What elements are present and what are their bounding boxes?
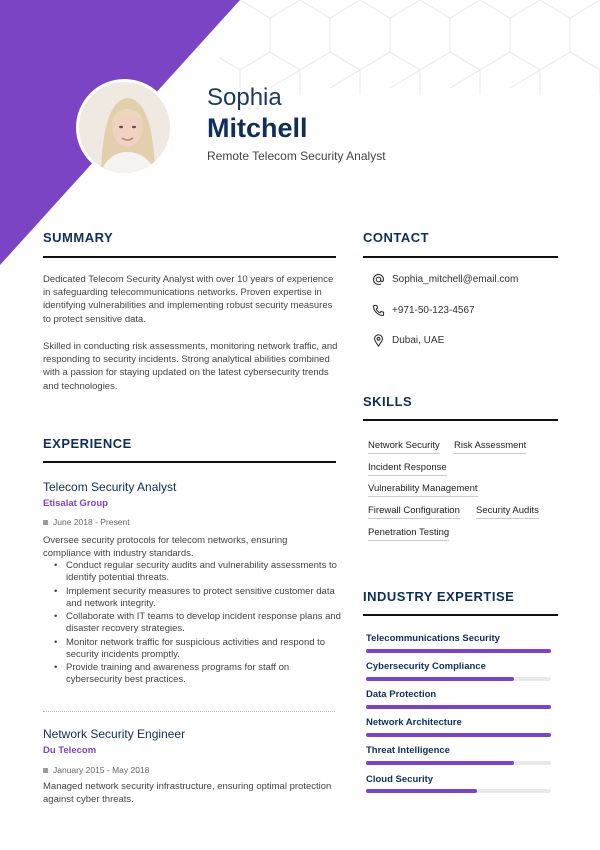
job-1-title: Telecom Security Analyst xyxy=(43,480,177,494)
expertise-bar xyxy=(366,789,551,793)
job-2-date-text: January 2015 - May 2018 xyxy=(53,765,150,775)
job-2-title: Network Security Engineer xyxy=(43,727,186,741)
job-1-company: Etisalat Group xyxy=(43,498,108,509)
expertise-divider xyxy=(363,614,558,616)
job-title: Remote Telecom Security Analyst xyxy=(207,149,386,163)
phone-text: +971-50-123-4567 xyxy=(392,305,475,316)
contact-email[interactable] xyxy=(372,273,518,286)
job-1-date xyxy=(43,517,130,527)
expertise-bar-fill xyxy=(366,761,514,765)
list-item: • Implement security measures to protect sensitive customer data and network integrity. xyxy=(66,586,341,610)
contact-location xyxy=(372,334,444,347)
job-1-bullets xyxy=(66,560,341,688)
expertise-label: Data Protection xyxy=(366,689,437,700)
expertise-bar-fill xyxy=(366,705,551,709)
expertise-bar xyxy=(366,649,551,653)
expertise-label: Cybersecurity Compliance xyxy=(366,661,486,672)
location-text: Dubai, UAE xyxy=(392,335,445,346)
skill-tag: Penetration Testing xyxy=(368,527,449,541)
summary-divider xyxy=(43,256,336,258)
first-name: Sophia xyxy=(207,84,282,111)
skill-tag: Vulnerability Management xyxy=(368,483,478,497)
job-2-date xyxy=(43,765,149,775)
expertise-heading: INDUSTRY EXPERTISE xyxy=(363,589,515,604)
summary-paragraph-1: Dedicated Telecom Security Analyst with over 10 years of experience in safeguarding telecommunications networks. Proven expertise in identifying vulnerabilities and implementing robust security measures to protect sensitive data. xyxy=(43,274,334,325)
skill-tag: Security Audits xyxy=(476,505,539,519)
job-2-company: Du Telecom xyxy=(43,745,97,756)
contact-phone[interactable] xyxy=(372,304,475,317)
calendar-icon xyxy=(43,768,48,773)
summary-paragraph-2: Skilled in conducting risk assessments, monitoring network traffic, and responding to security incidents. Strong analytical abilities combined with a passion for staying updated on the latest cybersecurity trends and technologies. xyxy=(43,341,338,392)
list-item: • Conduct regular security audits and vulnerability assessments to identify potential threats. xyxy=(66,560,341,584)
expertise-bar-fill xyxy=(366,649,551,653)
expertise-bar xyxy=(366,677,551,681)
profile-photo xyxy=(76,79,173,176)
job-1-date-text: June 2018 - Present xyxy=(53,517,130,527)
experience-heading: EXPERIENCE xyxy=(43,436,132,451)
contact-divider xyxy=(363,256,558,258)
contact-heading: CONTACT xyxy=(363,230,430,245)
expertise-bar-fill xyxy=(366,733,551,737)
background-pattern xyxy=(220,0,600,95)
expertise-bar xyxy=(366,705,551,709)
expertise-label: Telecommunications Security xyxy=(366,633,500,644)
experience-divider xyxy=(43,461,336,463)
at-sign-icon xyxy=(372,273,385,286)
job-1-description: Oversee security protocols for telecom networks, ensuring compliance with industry standards. xyxy=(43,535,288,560)
job-separator xyxy=(43,711,335,712)
expertise-label: Cloud Security xyxy=(366,774,434,785)
job-2-description: Managed network security infrastructure, ensuring optimal protection against cyber threats. xyxy=(43,781,332,806)
list-item: • Monitor network traffic for suspicious activities and respond to security incidents promptly. xyxy=(66,637,341,661)
skills-heading: SKILLS xyxy=(363,394,413,409)
list-item: • Collaborate with IT teams to develop incident response plans and disaster recovery strategies. xyxy=(66,611,341,635)
expertise-bar-fill xyxy=(366,789,477,793)
skills-divider xyxy=(363,419,558,421)
expertise-bar xyxy=(366,761,551,765)
calendar-icon xyxy=(43,520,48,525)
skill-tag: Risk Assessment xyxy=(454,440,526,454)
email-text: Sophia_mitchell@email.com xyxy=(392,274,519,285)
last-name: Mitchell xyxy=(207,113,308,143)
skill-tag: Firewall Configuration xyxy=(368,505,460,519)
expertise-label: Threat Intelligence xyxy=(366,745,450,756)
summary-heading: SUMMARY xyxy=(43,230,114,245)
phone-icon xyxy=(372,304,385,317)
list-item: • Provide training and awareness programs for staff on cybersecurity best practices. xyxy=(66,662,341,686)
expertise-label: Network Architecture xyxy=(366,717,462,728)
expertise-bar-fill xyxy=(366,677,514,681)
location-pin-icon xyxy=(372,334,385,347)
skill-tag: Network Security xyxy=(368,440,440,454)
skill-tag: Incident Response xyxy=(368,462,447,476)
expertise-bar xyxy=(366,733,551,737)
